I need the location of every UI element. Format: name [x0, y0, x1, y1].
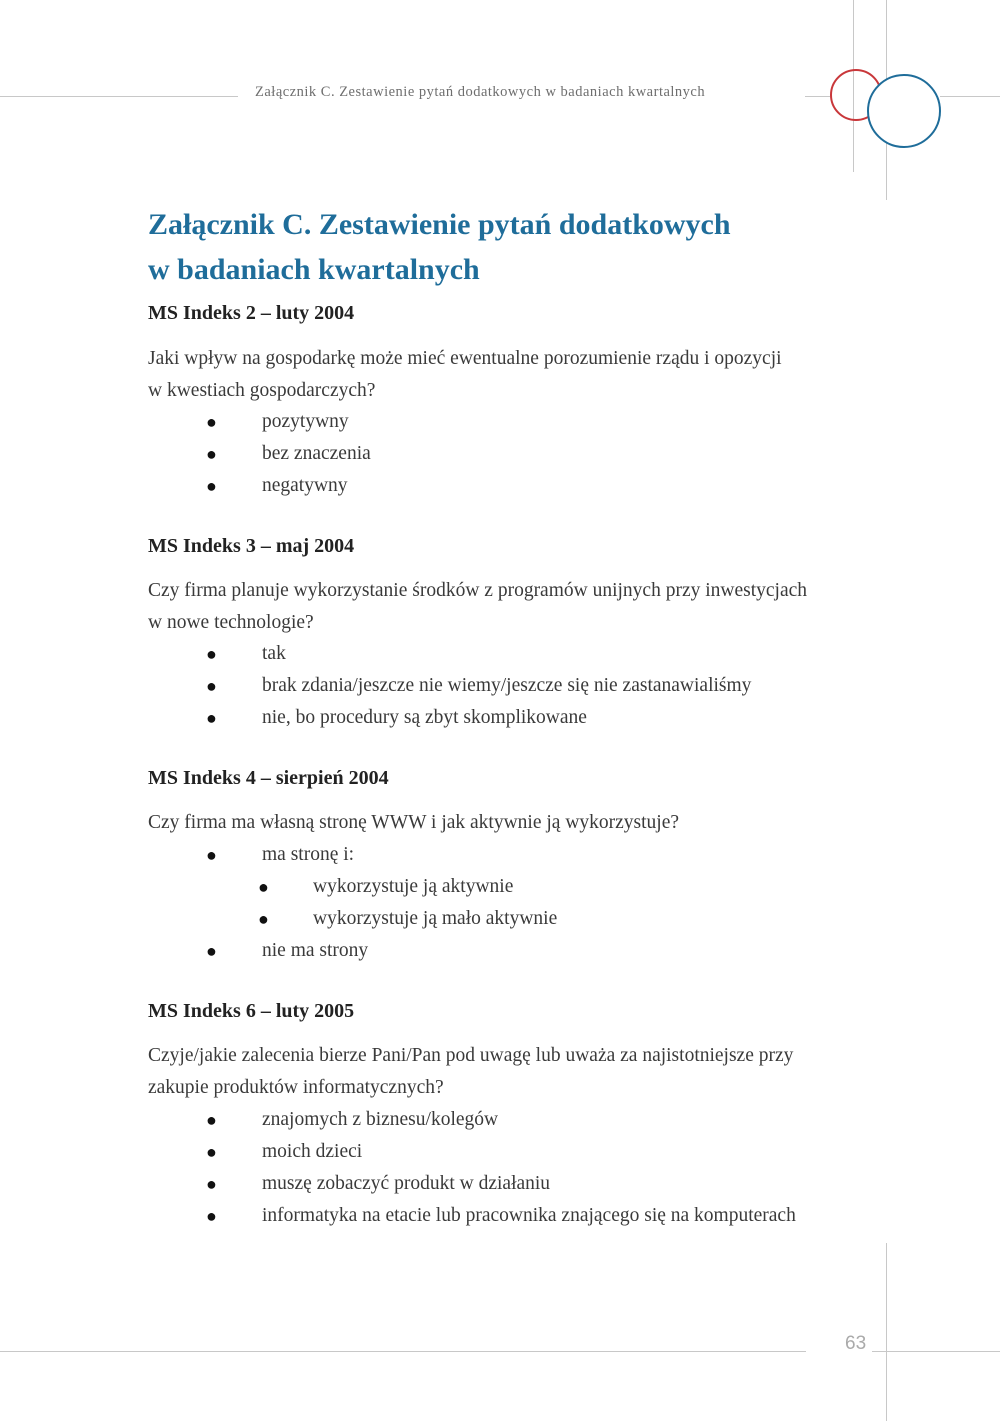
section-heading: MS Indeks 3 – maj 2004 [148, 535, 355, 557]
bullet-icon: ● [206, 444, 217, 464]
bullet-icon: ● [206, 476, 217, 496]
page-title [148, 202, 731, 292]
list-item [148, 1136, 796, 1168]
answer-option: nie, bo procedury są zbyt skomplikowane [262, 707, 587, 728]
question-line: Czy firma planuje wykorzystanie środków z programów unijnych przy inwestycjach [148, 580, 808, 601]
section-heading: MS Indeks 2 – luty 2004 [148, 302, 355, 324]
question-text [148, 807, 868, 839]
question-line: Czy firma ma własną stronę WWW i jak aktywnie ją wykorzystuje? [148, 812, 680, 833]
list-item [148, 871, 557, 903]
list-item [148, 1104, 796, 1136]
bullet-icon: ● [206, 708, 217, 728]
answer-option: pozytywny [262, 411, 349, 432]
bullet-icon: ● [206, 941, 217, 961]
question-line: w kwestiach gospodarczych? [148, 380, 376, 401]
answer-option: moich dzieci [262, 1141, 363, 1162]
bullet-icon: ● [206, 1174, 217, 1194]
bullet-icon: ● [206, 644, 217, 664]
answer-list [148, 406, 371, 502]
question-text [148, 575, 868, 639]
answer-option: znajomych z biznesu/kolegów [262, 1109, 499, 1130]
bullet-icon: ● [258, 909, 269, 929]
footer-rule-left [0, 1351, 806, 1352]
answer-option: wykorzystuje ją mało aktywnie [313, 908, 558, 929]
page-title-line-2: w badaniach kwartalnych [148, 253, 480, 286]
list-item [148, 1168, 796, 1200]
answer-option: muszę zobaczyć produkt w działaniu [262, 1173, 551, 1194]
answer-option: bez znaczenia [262, 443, 371, 464]
section-heading: MS Indeks 6 – luty 2005 [148, 1000, 355, 1022]
question-text [148, 1040, 868, 1104]
answer-option: tak [262, 643, 286, 664]
list-item [148, 839, 557, 871]
list-item [148, 903, 557, 935]
list-item [148, 470, 371, 502]
list-item [148, 406, 371, 438]
answer-list [148, 839, 557, 967]
list-item [148, 935, 557, 967]
question-line: w nowe technologie? [148, 612, 314, 633]
answer-option: nie ma strony [262, 940, 369, 961]
footer-vertical-rule [886, 1243, 887, 1421]
page-number: 63 [845, 1333, 867, 1354]
bullet-icon: ● [206, 412, 217, 432]
list-item [148, 670, 751, 702]
list-item [148, 702, 751, 734]
question-line: Jaki wpływ na gospodarkę może mieć ewentualne porozumienie rządu i opozycji [148, 348, 782, 369]
footer-rule-right [872, 1351, 1000, 1352]
list-item [148, 438, 371, 470]
question-line: zakupie produktów informatycznych? [148, 1077, 444, 1098]
list-item [148, 1200, 796, 1232]
answer-option: ma stronę i: [262, 844, 355, 865]
bullet-icon: ● [258, 877, 269, 897]
answer-list [148, 638, 751, 734]
answer-option: informatyka na etacie lub pracownika znającego się na komputerach [262, 1205, 796, 1226]
bullet-icon: ● [206, 676, 217, 696]
list-item [148, 638, 751, 670]
answer-option: brak zdania/jeszcze nie wiemy/jeszcze się nie zastanawialiśmy [262, 675, 752, 696]
page-title-line-1: Załącznik C. Zestawienie pytań dodatkowych [148, 208, 731, 241]
section-heading: MS Indeks 4 – sierpień 2004 [148, 767, 389, 789]
running-header: Załącznik C. Zestawienie pytań dodatkowych w badaniach kwartalnych [255, 84, 706, 100]
answer-option: negatywny [262, 475, 348, 496]
bullet-icon: ● [206, 1142, 217, 1162]
answer-option: wykorzystuje ją aktywnie [313, 876, 514, 897]
bullet-icon: ● [206, 1206, 217, 1226]
bullet-icon: ● [206, 1110, 217, 1130]
question-line: Czyje/jakie zalecenia bierze Pani/Pan pod uwagę lub uważa za najistotniejsze przy [148, 1045, 794, 1066]
blue-circle-icon [868, 75, 940, 147]
question-text [148, 343, 868, 407]
answer-list [148, 1104, 796, 1232]
bullet-icon: ● [206, 845, 217, 865]
